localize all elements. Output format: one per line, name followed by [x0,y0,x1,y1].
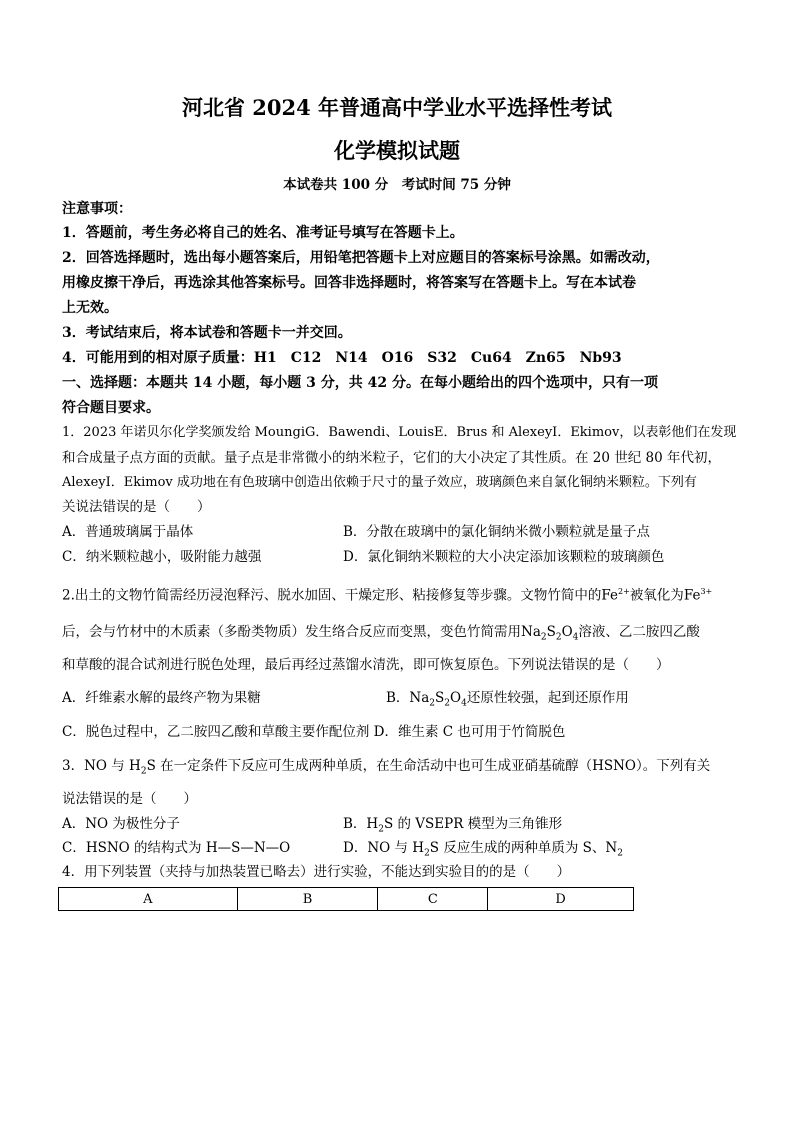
note-1: 1．答题前，考生务必将自己的姓名、准考证号填写在答题卡上。 [62,225,464,241]
q2-line-3: 和草酸的混合试剂进行脱色处理，最后再经过蒸馏水清洗，即可恢复原色。下列说法错误的是（ ） [62,657,670,673]
q3-option-a: A．NO 为极性分子 [62,816,180,832]
option-text: S 的 VSEPR 模型为三角锥形 [383,816,563,832]
q1-option-d: D．氯化铜纳米颗粒的大小决定添加该颗粒的玻璃颜色 [343,549,665,565]
subscript: 2 [429,698,436,709]
o-symbol: O [450,690,462,706]
q4-line-1: 4．用下列装置（夹持与加热装置已略去）进行实验，不能达到实验目的的是（ ） [62,864,571,880]
table-header-b: B [237,888,378,911]
q1-option-c: C．纳米颗粒越小，吸附能力越强 [62,549,262,565]
q1-line-4: 关说法错误的是（ ） [62,499,211,515]
fe-symbol: Fe [683,587,701,604]
q4-apparatus-table [58,887,634,911]
na-symbol: Na [521,624,541,640]
note-2-line-1: 2．回答选择题时，选出每小题答案后，用铅笔把答题卡上对应题目的答案标号涂黑。如需改动， [62,250,660,266]
section-1-line-2: 符合题目要求。 [62,400,160,416]
section-1-line-1: 一、选择题：本题共 14 小题，每小题 3 分，共 42 分。在每小题给出的四个选项中，只有一项 [62,375,658,391]
table-header-a: A [59,888,238,911]
table-header-c: C [378,888,488,911]
q3-line-1 [62,756,710,782]
q2-text-1: 2.出土的文物竹简需经历浸泡释污、脱水加固、干燥定形、粘接修复等步骤。文物竹简中的 [62,587,602,604]
q2-options-cd: C．脱色过程中，乙二胺四乙酸和草酸主要作配位剂 D．维生素 C 也可用于竹简脱色 [62,724,566,740]
q3-option-c: C．HSNO 的结构式为 H—S—N—O [62,840,291,856]
note-3: 3．考试结束后，将本试卷和答题卡一并交回。 [62,325,352,341]
subscript: 4 [572,632,579,643]
option-label: D．NO 与 H [343,840,425,856]
note-2-line-3: 上无效。 [62,300,118,316]
q3-option-b [343,814,562,840]
option-text: 还原性较强，起到还原作用 [466,690,629,706]
exam-subtitle: 化学模拟试题 [334,138,460,163]
q3-line-2: 说法错误的是（ ） [62,791,197,807]
q2-text-4: 溶液、乙二胺四乙酸 [578,624,700,640]
subscript: 2 [140,766,147,777]
subscript: 2 [540,632,547,643]
notes-heading: 注意事项： [62,201,132,217]
note-4: 4．可能用到的相对原子质量：H1 C12 N14 O16 S32 Cu64 Zn65 Nb93 [62,350,622,366]
q2-line-2 [62,622,700,648]
q3-text-1: 3．NO 与 H [62,758,141,774]
s-symbol: S [546,624,556,640]
q1-line-2: 和合成量子点方面的贡献。量子点是非常微小的纳米粒子，它们的大小决定了其性质。在 20 世纪 80 年代初， [62,450,722,466]
q1-option-a: A．普通玻璃属于晶体 [62,524,194,540]
q2-option-b [386,688,629,714]
fe-symbol: Fe [601,587,619,604]
fe2-charge: 2+ [618,587,630,596]
q2-text-3: 后，会与竹材中的木质素（多酚类物质）发生络合反应而变黑，变色竹简需用 [62,624,521,640]
exam-title: 河北省 2024 年普通高中学业水平选择性考试 [181,95,613,120]
subscript: 2 [378,824,384,835]
option-label: B．H [343,816,379,832]
q2-option-a: A．纤维素水解的最终产物为果糖 [62,690,261,706]
q3-text-2: S 在一定条件下反应可生成两种单质，在生命活动中也可生成亚硝基硫醇（HSNO）。下列有关 [146,758,711,774]
option-text: S 反应生成的两种单质为 S、N [429,840,618,856]
s-symbol: S [435,690,445,706]
o-symbol: O [561,624,573,640]
table-header-d: D [488,888,634,911]
na-symbol: Na [409,690,430,706]
table-row [59,888,634,911]
q3-option-d [343,838,623,864]
subscript: 2 [444,698,451,709]
subscript: 2 [424,848,430,859]
note-2-line-2: 用橡皮擦干净后，再选涂其他答案标号。回答非选择题时，将答案写在答题卡上。写在本试卷 [62,275,636,291]
exam-meta: 本试卷共 100 分 考试时间 75 分钟 [283,177,511,193]
q1-option-b: B．分散在玻璃中的氯化铜纳米微小颗粒就是量子点 [343,524,650,540]
q2-text-2: 被氧化为 [629,587,684,604]
subscript: 4 [461,698,467,709]
option-label: B． [386,690,410,706]
q1-line-1: 1．2023 年诺贝尔化学奖颁发给 MoungiG．Bawendi、LouisE．Brus 和 AlexeyI．Ekimov，以表彰他们在发现 [62,425,737,440]
fe3-charge: 3+ [700,587,713,596]
q2-line-1 [62,582,712,606]
subscript: 2 [617,848,623,859]
subscript: 2 [555,632,562,643]
q1-line-3: AlexeyI．Ekimov 成功地在有色玻璃中创造出依赖于尺寸的量子效应，玻璃颜色来自氯化铜纳米颗粒。下列有 [62,475,697,490]
